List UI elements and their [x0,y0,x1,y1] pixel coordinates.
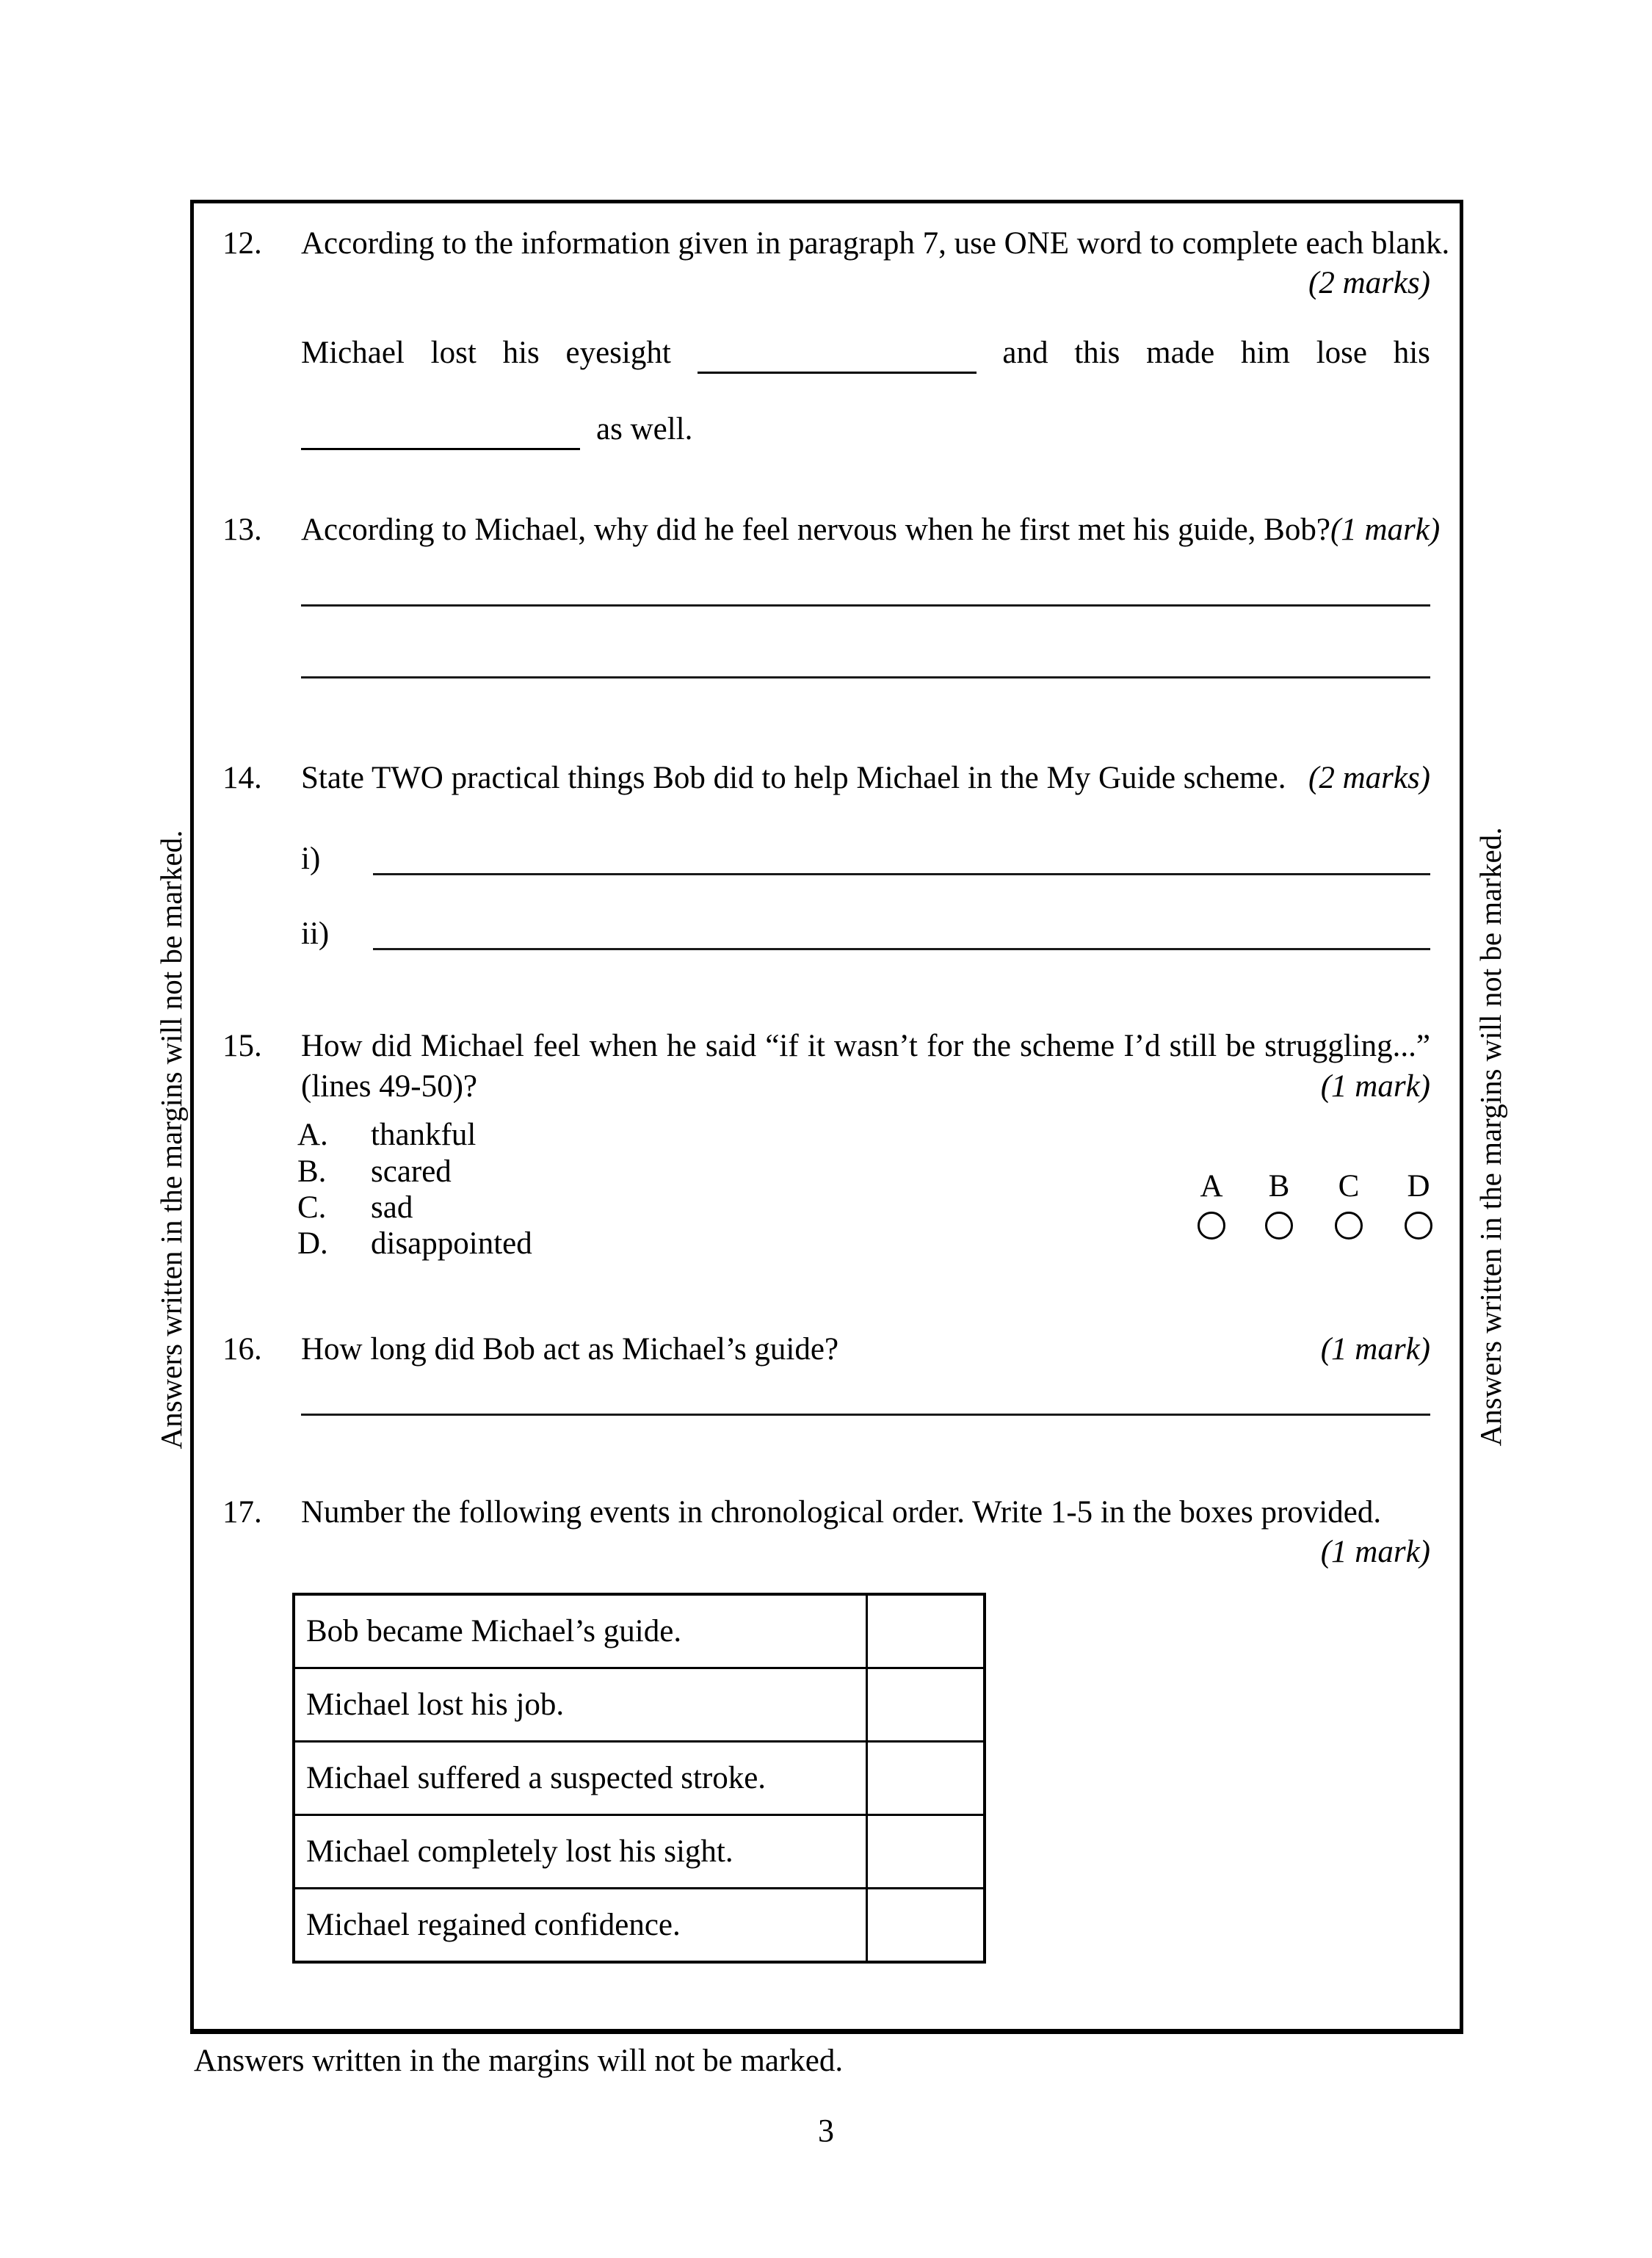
q17-event-text: Michael suffered a suspected stroke. [294,1742,867,1815]
q15-word: for [927,1029,964,1063]
q15-option-letter: B. [297,1154,327,1189]
question-17-number: 17. [222,1495,262,1530]
q14-part-ii-label: ii) [301,916,330,951]
q15-word: still [1169,1029,1217,1063]
q12-fill-word: lost [430,336,477,370]
q15-word: when [589,1029,658,1063]
question-16 [222,1330,1430,1369]
q15-answer-letter-B: B [1268,1169,1290,1204]
question-13-marks: (1 mark) [1330,513,1441,547]
q12-fill-word: and [1002,336,1048,370]
q17-events-table [292,1593,986,1964]
q13-answer-line-2[interactable] [301,676,1430,679]
q15-word: scheme [1020,1029,1115,1063]
q15-word: wasn’t [834,1029,918,1063]
q17-event-text: Michael regained confidence. [294,1889,867,1963]
question-17-marks: (1 mark) [1320,1535,1430,1569]
question-14-marks: (2 marks) [1308,761,1430,795]
q17-event-row [294,1815,985,1889]
q17-event-text: Michael lost his job. [294,1668,867,1742]
q15-option-C [297,1190,413,1226]
q16-answer-line[interactable] [301,1414,1430,1416]
q17-order-box[interactable] [867,1594,985,1668]
q17-order-box[interactable] [867,1742,985,1815]
q12-fill-word: lose [1316,336,1367,370]
q15-word: did [371,1029,412,1063]
q12-fill-line-2 [301,409,1430,450]
question-15-marks: (1 mark) [1320,1069,1430,1104]
q12-fill-line-1 [301,333,1430,374]
q17-event-row [294,1889,985,1963]
q15-option-text: thankful [371,1118,477,1152]
question-13-number: 13. [222,513,262,547]
q12-fill-word: eyesight [565,336,671,370]
q15-option-text: scared [371,1154,452,1189]
question-15-number: 15. [222,1029,262,1063]
question-12-number: 12. [222,226,262,261]
q12-blank-1[interactable] [698,344,977,374]
question-16-marks: (1 mark) [1320,1332,1430,1367]
q15-answer-bubble-D[interactable] [1405,1212,1432,1240]
question-14-text: State TWO practical things Bob did to help Michael in the My Guide scheme. [301,761,1286,795]
q15-word: it [807,1029,825,1063]
q15-word: he [667,1029,697,1063]
q15-answer-bubble-A[interactable] [1198,1212,1225,1240]
q15-option-B [297,1154,452,1190]
q15-option-letter: C. [297,1190,327,1225]
q17-order-box[interactable] [867,1668,985,1742]
footer-warning: Answers written in the margins will not be marked. [194,2044,844,2078]
q12-blank-2[interactable] [301,420,580,450]
q15-word: said [705,1029,757,1063]
question-17-text: Number the following events in chronological order. Write 1-5 in the boxes provided. [301,1495,1382,1530]
q15-answer-bubble-B[interactable] [1265,1212,1293,1240]
q15-option-text: disappointed [371,1226,532,1261]
left-margin-warning: Answers written in the margins will not be marked. [154,830,188,1450]
question-15-line-1 [301,1027,1430,1066]
question-13 [222,510,1441,550]
question-16-number: 16. [222,1332,262,1367]
q13-answer-line-1[interactable] [301,604,1430,607]
right-margin-warning: Answers written in the margins will not be marked. [1474,827,1507,1447]
question-15-line-2 [301,1067,1430,1107]
q15-option-letter: D. [297,1226,328,1261]
q17-order-box[interactable] [867,1889,985,1963]
q17-event-row [294,1668,985,1742]
question-16-text: How long did Bob act as Michael’s guide? [301,1332,839,1367]
q15-option-letter: A. [297,1118,328,1152]
q15-word: struggling...” [1264,1029,1430,1063]
q15-option-D [297,1226,532,1262]
question-14 [222,759,1430,798]
question-15-line-2-text: (lines 49-50)? [301,1069,478,1104]
q17-event-text: Michael completely lost his sight. [294,1815,867,1889]
q15-word: I’d [1123,1029,1161,1063]
q12-fill-line-2-text: as well. [596,412,693,446]
q12-fill-word: his [502,336,540,370]
question-12 [222,224,1450,264]
q17-event-row [294,1742,985,1815]
page-number: 3 [818,2113,834,2149]
q14-answer-line-i[interactable] [373,873,1430,875]
q12-fill-word: his [1393,336,1430,370]
answer-area-box [190,200,1463,2034]
q17-order-box[interactable] [867,1815,985,1889]
q12-fill-word: him [1241,336,1290,370]
q15-word: Michael [420,1029,524,1063]
q15-option-A [297,1117,476,1154]
q15-answer-letter-D: D [1407,1169,1430,1204]
q15-answer-bubble-C[interactable] [1335,1212,1363,1240]
question-15 [222,1027,1430,1066]
q15-word: How [301,1029,363,1063]
question-17 [222,1493,1430,1533]
q12-fill-word: Michael [301,336,405,370]
question-12-text: According to the information given in paragraph 7, use ONE word to complete each blank. [301,226,1450,261]
q15-word: the [972,1029,1011,1063]
q15-answer-letter-A: A [1200,1169,1223,1204]
question-13-text: According to Michael, why did he feel nervous when he first met his guide, Bob? [301,513,1330,547]
q15-word: be [1225,1029,1256,1063]
q12-fill-word: made [1146,336,1215,370]
q12-fill-word: this [1074,336,1120,370]
question-12-marks: (2 marks) [1308,266,1430,300]
q15-word: “if [765,1029,799,1063]
q17-event-row [294,1594,985,1668]
q17-event-text: Bob became Michael’s guide. [294,1594,867,1668]
q14-part-i-label: i) [301,842,321,876]
q15-word: feel [533,1029,581,1063]
q14-answer-line-ii[interactable] [373,948,1430,950]
question-14-number: 14. [222,761,262,795]
q15-option-text: sad [371,1190,413,1225]
q15-answer-letter-C: C [1338,1169,1360,1204]
